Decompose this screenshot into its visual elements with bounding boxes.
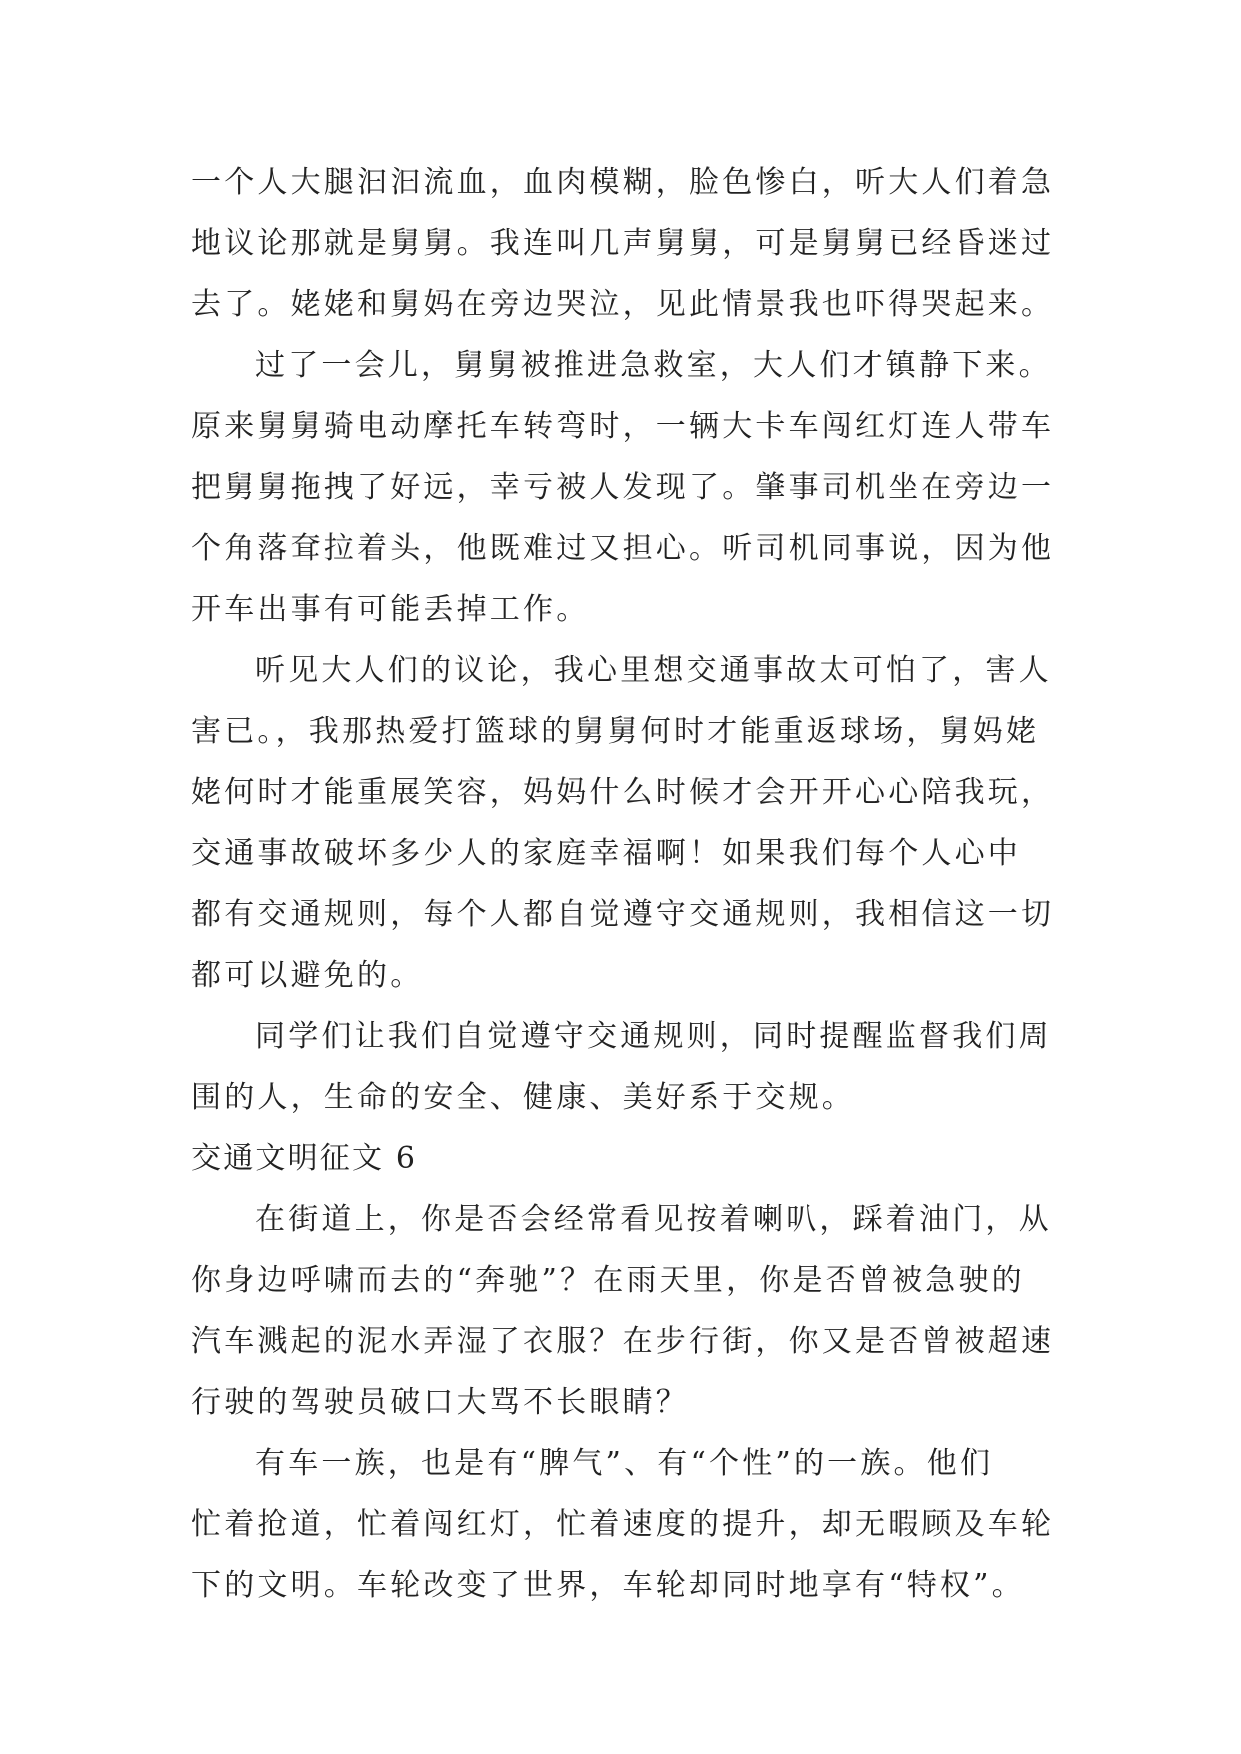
paragraph-start-line: 听见大人们的议论，我心里想交通事故太可怕了，害人 [255, 653, 1052, 688]
text-line: 原来舅舅骑电动摩托车转弯时，一辆大卡车闯红灯连人带车 [191, 409, 1055, 444]
text-line: 围的人，生命的安全、健康、美好系于交规。 [191, 1080, 855, 1115]
text-line: 汽车溅起的泥水弄湿了衣服？在步行街，你又是否曾被超速 [191, 1324, 1055, 1359]
text-line: 都可以避免的。 [191, 958, 424, 993]
paragraph-start-line: 在街道上，你是否会经常看见按着喇叭，踩着油门，从 [255, 1202, 1052, 1237]
text-line: 去了。姥姥和舅妈在旁边哭泣，见此情景我也吓得哭起来。 [191, 287, 1055, 322]
text-line: 地议论那就是舅舅。我连叫几声舅舅，可是舅舅已经昏迷过 [191, 226, 1055, 261]
paragraph-start-line: 同学们让我们自觉遵守交通规则，同时提醒监督我们周 [255, 1019, 1052, 1054]
text-line: 下的文明。车轮改变了世界，车轮却同时地享有“特权”。 [191, 1568, 1025, 1603]
paragraph-start-line: 过了一会儿，舅舅被推进急救室，大人们才镇静下来。 [255, 348, 1052, 383]
text-line: 交通事故破坏多少人的家庭幸福啊！如果我们每个人心中 [191, 836, 1021, 871]
text-line: 一个人大腿汩汩流血，血肉模糊，脸色惨白，听大人们着急 [191, 165, 1055, 200]
document-body [191, 152, 1061, 1616]
section-heading: 交通文明征文 6 [191, 1141, 418, 1176]
text-line: 害已。，我那热爱打篮球的舅舅何时才能重返球场，舅妈姥 [191, 714, 1040, 749]
paragraph-start-line: 有车一族，也是有“脾气”、有“个性”的一族。他们 [255, 1446, 994, 1481]
text-line: 姥何时才能重展笑容，妈妈什么时候才会开开心心陪我玩， [191, 775, 1055, 810]
text-line: 你身边呼啸而去的“奔驰”？在雨天里，你是否曾被急驶的 [191, 1263, 1025, 1298]
text-line: 开车出事有可能丢掉工作。 [191, 592, 590, 627]
text-line: 忙着抢道，忙着闯红灯，忙着速度的提升，却无暇顾及车轮 [191, 1507, 1055, 1542]
text-line: 都有交通规则，每个人都自觉遵守交通规则，我相信这一切 [191, 897, 1055, 932]
text-line: 行驶的驾驶员破口大骂不长眼睛？ [191, 1385, 689, 1420]
text-line: 把舅舅拖拽了好远，幸亏被人发现了。肇事司机坐在旁边一 [191, 470, 1055, 505]
text-line: 个角落耷拉着头，他既难过又担心。听司机同事说，因为他 [191, 531, 1055, 566]
